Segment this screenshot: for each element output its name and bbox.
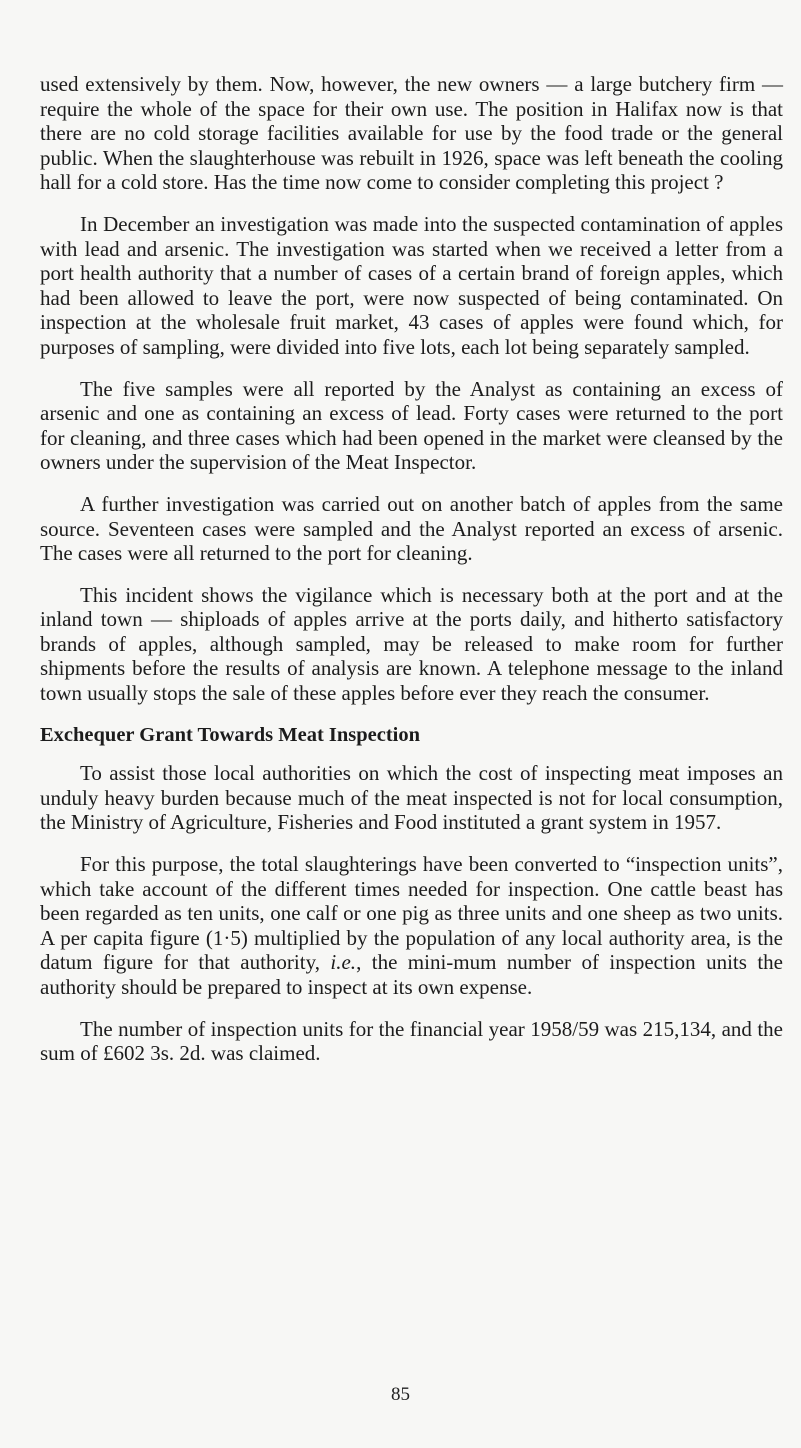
paragraph-inspection-units: [40, 852, 783, 1000]
paragraph-grant-system: To assist those local authorities on which the cost of inspecting meat imposes an unduly heavy burden because much of the meat inspected is not for local consumption, the Ministry of Agriculture, Fisheries and Food instituted a grant system in 1957.: [40, 761, 783, 835]
paragraph-apple-investigation: In December an investigation was made into the suspected contamination of apples with lead and arsenic. The investigation was started when we received a letter from a port health authority that a number of cases of a certain brand of foreign apples, which had been allowed to leave the port, were now suspected of being contaminated. On inspection at the wholesale fruit market, 43 cases of apples were found which, for purposes of sampling, were divided into five lots, each lot being separately sampled.: [40, 211, 783, 359]
inspection-units-text-a: For this purpose, the total slaughterings have been converted to “inspection units”, which take account of the different times needed for inspection. One cattle beast has been regarded as ten units, one calf or one pig as three units and one sheep as two units. A per capita figure (1·5) multiplied by the population of any local authority area, is the datum figure for that authority,: [40, 852, 783, 975]
paragraph-cold-storage: used extensively by them. Now, however, the new owners — a large butchery firm — require the whole of the space for their own use. The position in Halifax now is that there are no cold storage facilities available for use by the food trade or the general public. When the slaughterhouse was rebuilt in 1926, space was left beneath the cooling hall for a cold store. Has the time now come to consider completing this project ?: [40, 72, 783, 195]
inspection-units-text-b: , the mini-mum number of inspection units the authority should be prepared to inspect at its own expense.: [40, 950, 784, 999]
paragraph-further-investigation: A further investigation was carried out on another batch of apples from the same source. Seventeen cases were sampled and the Analyst reported an excess of arsenic. The cases were all returned to the port for cleaning.: [40, 491, 783, 566]
page-number: 85: [391, 1384, 410, 1405]
section-heading: Exchequer Grant Towards Meat Inspection: [40, 723, 421, 746]
ie-abbreviation: i.e.: [330, 950, 357, 975]
document-body: [40, 72, 783, 1083]
paragraph-vigilance: This incident shows the vigilance which is necessary both at the port and at the inland town — shiploads of apples arrive at the ports daily, and hitherto satisfactory brands of apples, although sampled, may be released to make room for further shipments before the results of analysis are known. A telephone message to the inland town usually stops the sale of these apples before ever they reach the consumer.: [40, 582, 783, 706]
paragraph-analyst-samples: The five samples were all reported by the Analyst as containing an excess of arsenic and one as containing an excess of lead. Forty cases were returned to the port for cleaning, and three cases which had been opened in the market were cleansed by the owners under the supervision of the Meat Inspector.: [40, 376, 783, 475]
paragraph-financial-year: The number of inspection units for the financial year 1958/59 was 215,134, and the sum of £602 3s. 2d. was claimed.: [40, 1016, 783, 1066]
